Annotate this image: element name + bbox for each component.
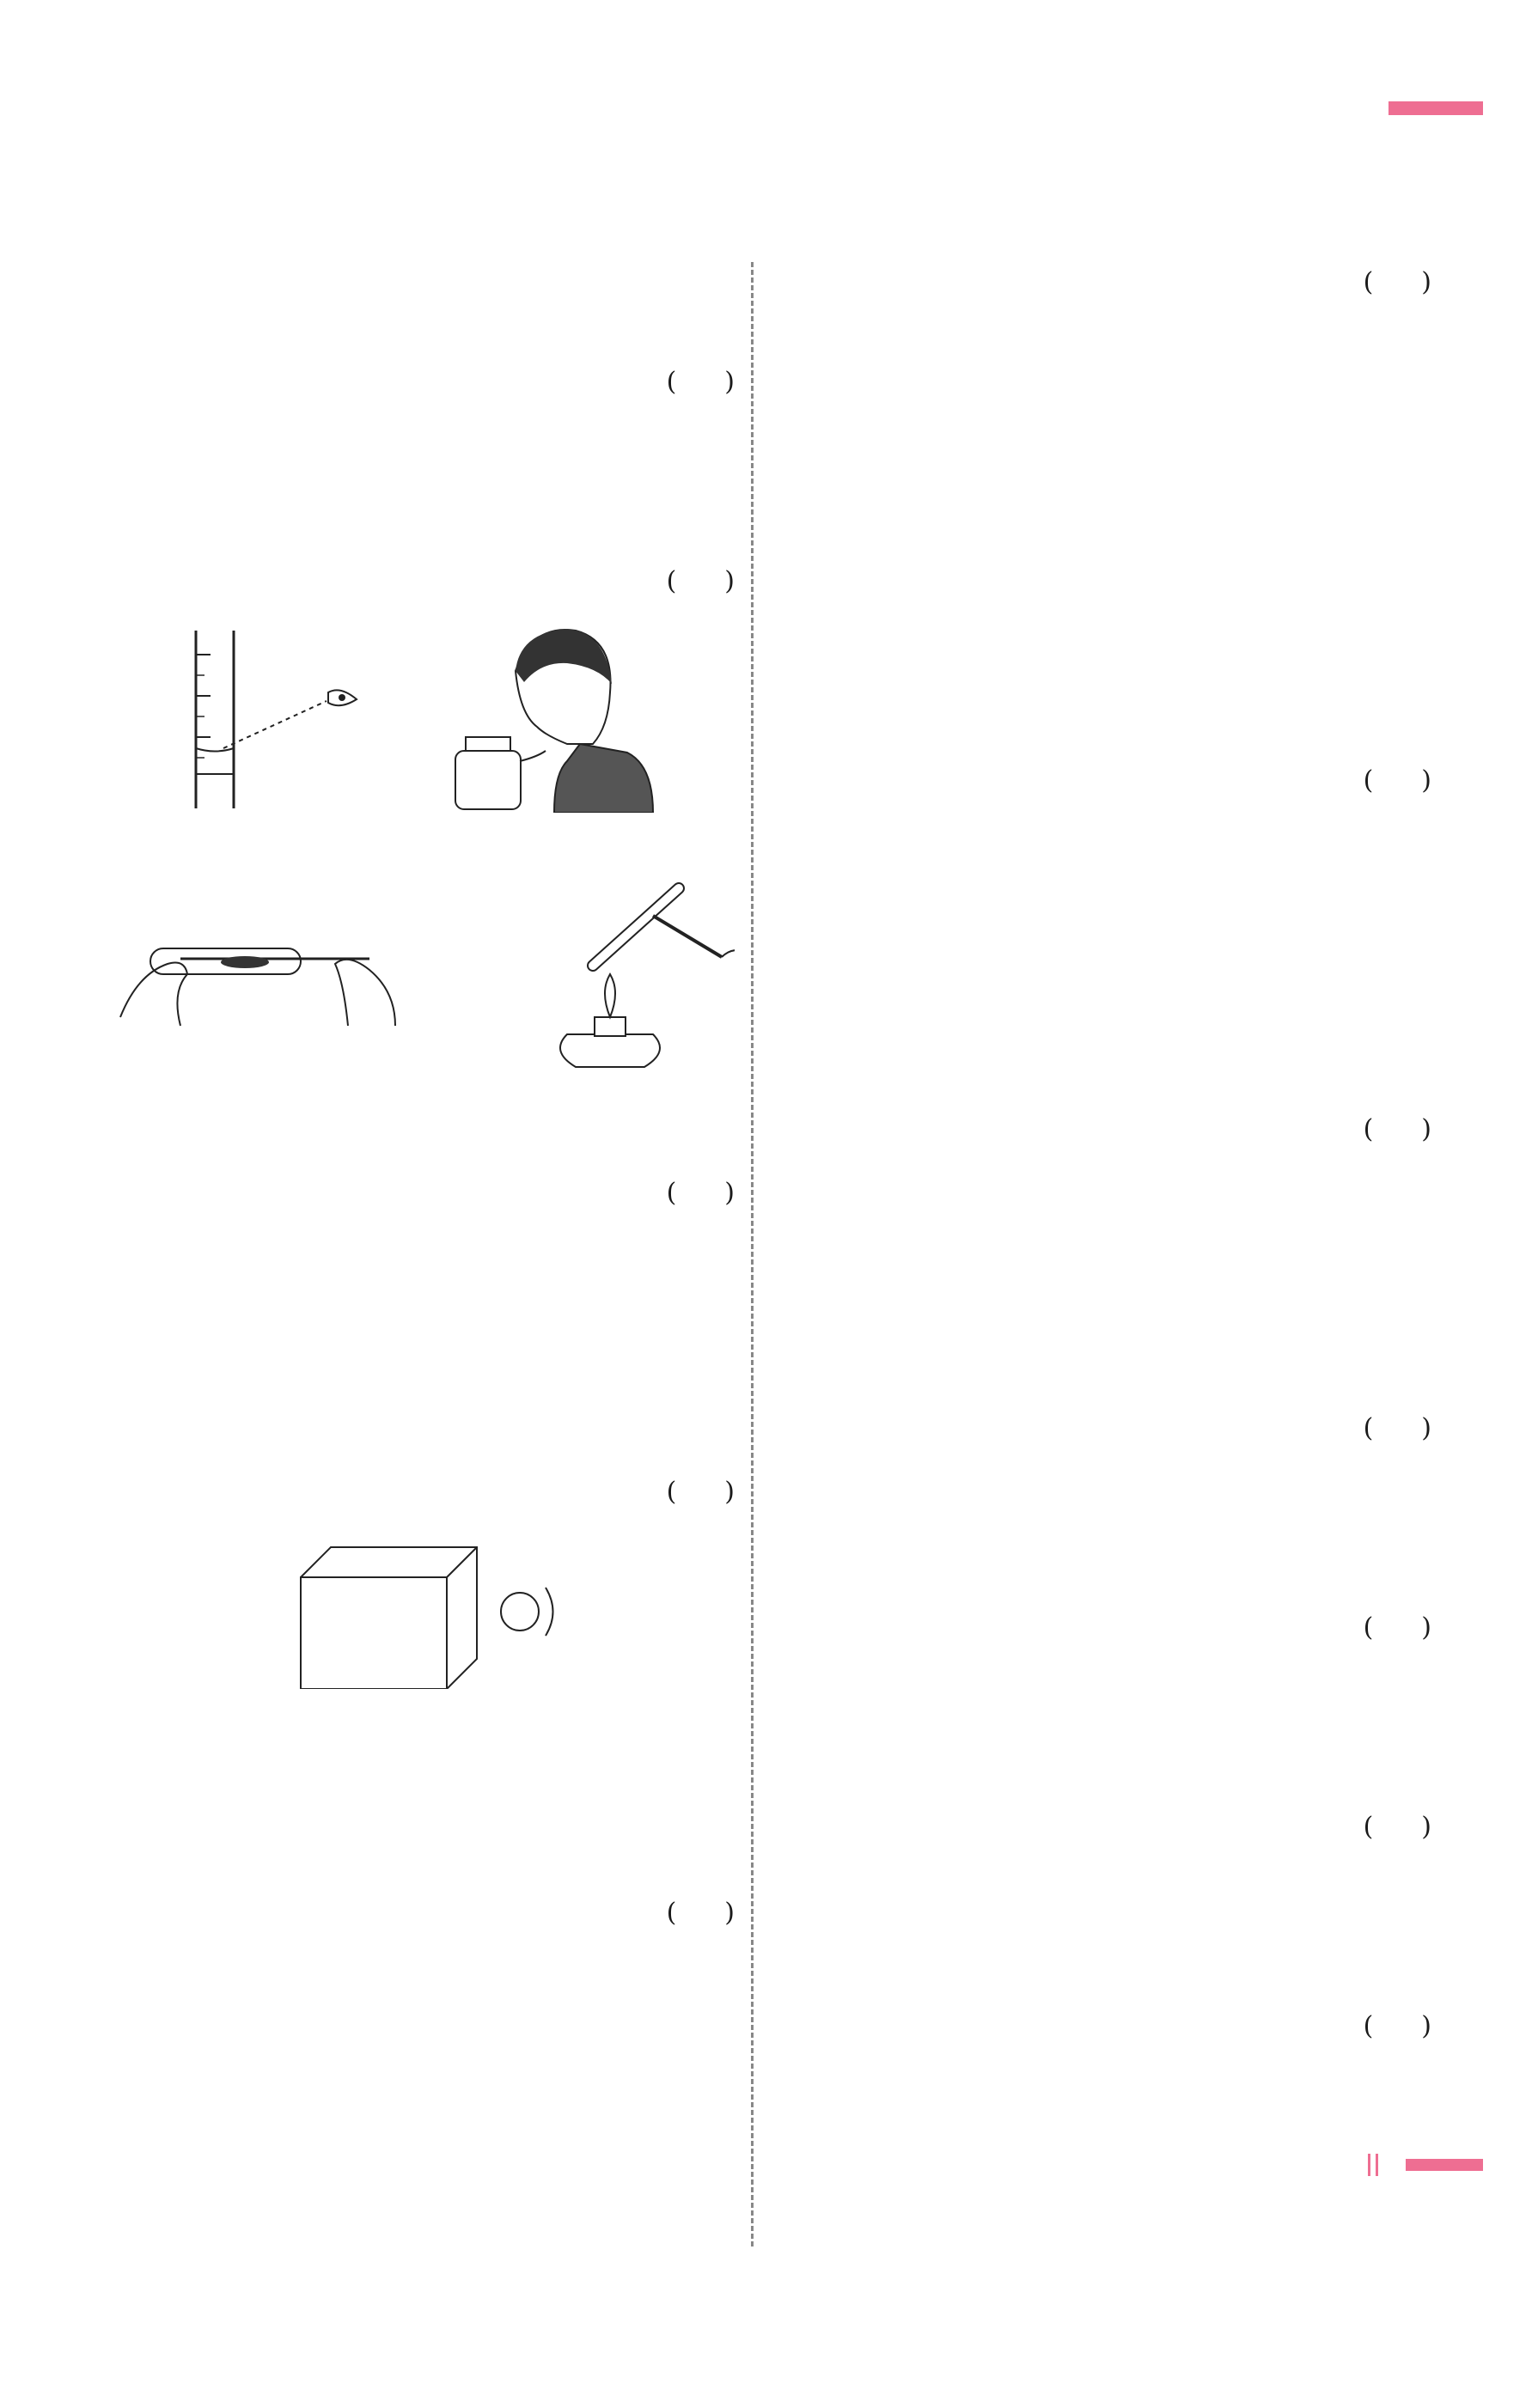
- q7-option-d: [813, 955, 1431, 1005]
- q1-answer-slot: ( ): [666, 367, 735, 397]
- q2-option-a: [117, 813, 461, 863]
- footer-ticks: [1368, 2154, 1378, 2176]
- q7-answer: [1373, 765, 1421, 796]
- q2-figures-ab: [86, 607, 735, 813]
- q5-option-b: [86, 2038, 735, 2088]
- q8-option-c-line1: [813, 1254, 1431, 1304]
- column-divider: [751, 262, 754, 2246]
- q1-options-row1: [86, 407, 735, 457]
- q2-figure-row-ab: [86, 607, 735, 813]
- q5-answer-slot: ( ): [666, 1898, 735, 1928]
- q6-answer-slot: ( ): [1363, 267, 1431, 297]
- q7-option-b: [813, 856, 1431, 905]
- q12-option-a: [813, 2051, 1431, 2101]
- q9-answer: [1373, 1413, 1421, 1443]
- q6-answer: [1373, 267, 1421, 297]
- q12-option-c: [813, 2151, 1431, 2201]
- q8-answer-slot: ( ): [1363, 1114, 1431, 1144]
- q6-option-c-line1: [813, 457, 1431, 507]
- q9-options-row2: [813, 1503, 1431, 1553]
- q2-stem-line2: [86, 557, 735, 607]
- q6-option-d-line1: [813, 557, 1431, 607]
- q2-stem-line1: [86, 507, 735, 557]
- helium-figure: [86, 1517, 735, 1689]
- q10-options-row1: [813, 1653, 1431, 1703]
- q9-option-a: [813, 1454, 1101, 1503]
- graduated-cylinder-figure: [196, 631, 357, 808]
- q9-stem: [813, 1404, 1431, 1454]
- q9-answer-slot: ( ): [1363, 1413, 1431, 1443]
- q10-answer-slot: ( ): [1363, 1612, 1431, 1643]
- q10-stem-line2: [813, 1603, 1431, 1653]
- q1-option-a: [117, 407, 400, 457]
- q2-captions-cd: [86, 1069, 735, 1119]
- footer-accent-bar: [1406, 2159, 1483, 2171]
- q4-option-a: [86, 1689, 735, 1739]
- left-column: [86, 258, 735, 2287]
- section-header: [86, 258, 735, 308]
- right-column: [813, 258, 1431, 2251]
- q9-option-c: [813, 1503, 1101, 1553]
- smell-gas-figure: [455, 629, 653, 813]
- q7-option-c: [813, 905, 1431, 955]
- helium-nucleus: [501, 1593, 539, 1631]
- q4-answer-slot: ( ): [666, 1477, 735, 1507]
- q2-captions-ab: [86, 813, 735, 863]
- q2-answer: [676, 566, 724, 596]
- heating-liquid-figure: [560, 888, 735, 1067]
- q10-option-a: [844, 1653, 1117, 1703]
- q8-answer: [1373, 1114, 1421, 1144]
- q5-option-d: [86, 2137, 735, 2187]
- header-accent-bar: [1388, 101, 1483, 115]
- q12-stem-line1: [813, 1952, 1431, 2002]
- q1-option-c: [117, 457, 400, 507]
- q6-option-c-line2: [813, 507, 1431, 557]
- q6-option-b-line2: [813, 407, 1431, 457]
- q12-option-b: [813, 2101, 1431, 2151]
- q9-options-row1: [813, 1454, 1431, 1503]
- q5-option-a-line2: [86, 1988, 735, 2038]
- q7-answer-slot: ( ): [1363, 765, 1431, 796]
- q10-answer: [1373, 1612, 1421, 1643]
- q4-stem-line1: [86, 1318, 735, 1368]
- q2-figure-row-cd: [86, 863, 735, 1069]
- q11-answer-slot: ( ): [1363, 1812, 1431, 1842]
- q8-option-c-line2: [813, 1304, 1431, 1354]
- helium-element-card: [86, 1517, 735, 1689]
- q7-stem-line3: [813, 756, 1431, 806]
- q3-options-row2: [86, 1268, 735, 1318]
- page-footer: [1368, 2154, 1483, 2176]
- q6-option-a: [813, 308, 1431, 357]
- q11-stem: [813, 1753, 1431, 1802]
- q1-options-row2: [86, 457, 735, 507]
- q8-option-b: [813, 1204, 1431, 1254]
- q1-answer: [676, 367, 724, 397]
- q11-answer: [1373, 1812, 1421, 1842]
- q4-stem-line3: [86, 1417, 735, 1467]
- section-note-line2: [86, 308, 735, 357]
- q1-stem: [86, 357, 735, 407]
- q11-option-a: [844, 1852, 1117, 1902]
- q12-option-d: [813, 2201, 1431, 2251]
- header-tag: [1373, 101, 1483, 115]
- q6-stem-line2: [86, 2237, 735, 2287]
- q5-stem: [86, 1888, 735, 1938]
- q5-answer: [676, 1898, 724, 1928]
- q3-stem-line2: [86, 1168, 735, 1218]
- q11-answer-line: [813, 1802, 1431, 1852]
- q3-answer: [676, 1178, 724, 1208]
- q6-stem-line3: [813, 258, 1431, 308]
- q5-option-a-line1: [86, 1938, 735, 1988]
- q11-options-row2: [813, 1902, 1431, 1952]
- q3-option-a: [117, 1218, 400, 1268]
- q7-stem-line1: [813, 656, 1431, 706]
- q11-options-row1: [813, 1852, 1431, 1902]
- q10-options-row2: [813, 1703, 1431, 1753]
- q4-stem-line4: [86, 1467, 735, 1517]
- test-tube-powder-figure: [120, 948, 395, 1026]
- q7-option-a: [813, 806, 1431, 856]
- q4-option-c: [86, 1789, 735, 1838]
- q5-option-c: [86, 2088, 735, 2137]
- q2-answer-slot: ( ): [666, 566, 735, 596]
- q3-stem-line1: [86, 1119, 735, 1168]
- q2-option-c: [117, 1069, 461, 1119]
- q4-stem-line2: [86, 1368, 735, 1417]
- q10-option-c: [844, 1703, 1117, 1753]
- q12-answer-slot: ( ): [1363, 2011, 1431, 2041]
- q4-option-b: [86, 1739, 735, 1789]
- q4-answer: [676, 1477, 724, 1507]
- q8-stem-line2: [813, 1055, 1431, 1105]
- q4-option-d: [86, 1838, 735, 1888]
- q3-options-row1: [86, 1218, 735, 1268]
- q6-option-d-line2: [813, 607, 1431, 656]
- q8-stem-line1: [813, 1005, 1431, 1055]
- q6-option-b-line1: [813, 357, 1431, 407]
- q3-option-c: [117, 1268, 400, 1318]
- helium-electron-shell: [546, 1588, 553, 1636]
- q12-answer: [1373, 2011, 1421, 2041]
- q7-stem-line2: [813, 706, 1431, 756]
- q8-option-a: [813, 1155, 1431, 1204]
- q12-stem-line2: [813, 2002, 1431, 2051]
- q8-stem-line3: [813, 1105, 1431, 1155]
- q6-stem-line1: [86, 2187, 735, 2237]
- q8-option-d: [813, 1354, 1431, 1404]
- q11-option-c: [844, 1902, 1117, 1952]
- q3-answer-slot: ( ): [666, 1178, 735, 1208]
- q10-stem-line1: [813, 1553, 1431, 1603]
- q2-figures-cd: [86, 863, 735, 1069]
